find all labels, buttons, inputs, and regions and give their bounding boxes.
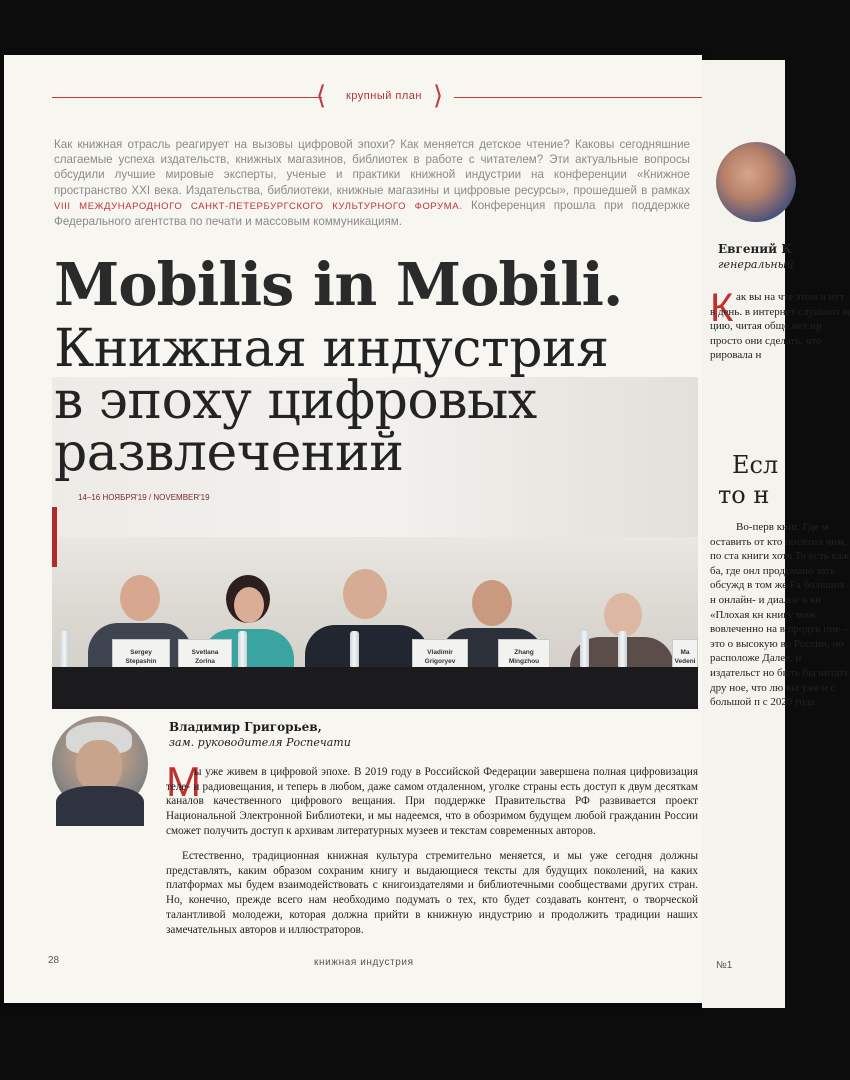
body-paragraph: ы уже живем в цифровой эпохе. В 2019 году в Российской Федерации завершена полная цифровизация теле- и радиовещания, и теперь в любом, даже самом отдаленном, уголке страны есть доступ к двум десяткам каналов качественного цифрового вещания. При поддержке Правительства РФ развивается проект Национальной Электронной Библиотеки, и мы надеемся, что в обозримом будущем любой гражданин России сможет получить доступ к архивам литературных музеев и текстам современных авторов.	[166, 766, 698, 837]
water-bottle	[580, 631, 589, 667]
portrait-suit	[56, 786, 144, 826]
water-bottle	[238, 631, 247, 667]
publication-name: книжная индустрия	[314, 957, 414, 968]
drop-cap: К	[710, 286, 734, 330]
water-bottle	[60, 631, 69, 667]
author-portrait	[52, 716, 148, 812]
nameplate-last: Vedeni	[674, 658, 696, 665]
interviewee-name: Евгений К	[718, 242, 793, 256]
nameplate-last: Stepashin	[125, 658, 157, 665]
banner-flag	[52, 507, 57, 567]
adjacent-page	[702, 60, 850, 1008]
body-paragraph: Естественно, традиционная книжная культура стремительно меняется, и мы уже сегодня должны представлять, каким образом сохраним книгу и выдающиеся тексты для будущих поколений, на каких платформах мы будем взаимодействовать с книгоиздателями и библиотечными сообществами других стран. Но, конечно, прежде всего нам необходимо подумать о тех, кто будет создавать контент, о творческой талантливой молодежи, которая должна прийти в книжную индустрию и продолжить традиции наших замечательных авторов и иллюстраторов.	[166, 850, 698, 936]
body-paragraph: Во-перв книг. Где м оставить от кто посетил чим, по ста книги хотя То есть каж ба, где онл продумано зать обсужд в том же Fa больших н онлайн- и диалог о кн «Плохая кн книгу мож вовлеченно на в продук ние – это о высокую во России, но расположе Далее, и издательст но быть бы читать дру ное, что лю вы уже и с большой п с 2020 года	[710, 521, 850, 709]
body-paragraph: ак вы на чте этом ч нут в день. в интернет слушают м цию, читая обще нет пр просто они сделать, что рировала н	[710, 291, 850, 362]
lead-text: Как книжная отрасль реагирует на вызовы цифровой эпохи? Как меняется детское чтение? Каковы сегодняшние слагаемые успеха издательств, книжных магазинов, библиотек в работе с читателем? Эти актуальные вопросы обсудили лучшие мировые эксперты, ученые и практики книжной индустрии на конференции «Книжное пространство XXI века. Издательства, библиотеки, книжные магазины и цифровые ресурсы», прошедшей в рамках	[54, 138, 690, 197]
header-bracket-right-icon: ⟩	[433, 81, 444, 111]
nameplate-first: Zhang	[514, 649, 534, 656]
banner-date: 14–16 НОЯБРЯ'19 / NOVEMBER'19	[78, 493, 210, 502]
nameplate-first: Vladimir	[427, 649, 453, 656]
issue-number: №1	[716, 960, 733, 971]
water-bottle	[618, 631, 627, 667]
nameplate-last: Mingzhou	[508, 658, 540, 665]
water-bottle	[350, 631, 359, 667]
lead-text-end: . Конференция прошла при поддержке Федерального агентства по печати и массовым коммуникациям.	[54, 198, 690, 229]
drop-cap: М	[166, 758, 201, 805]
page-number: 28	[48, 955, 60, 966]
author-role: зам. руководителя Роспечати	[169, 736, 351, 749]
magazine-page	[4, 55, 702, 1003]
lead-paragraph	[54, 137, 690, 229]
conference-table	[52, 667, 698, 709]
headline-subtitle-line: Книжная индустрия	[54, 319, 609, 379]
nameplate-last: Zorina	[195, 658, 215, 665]
lead-forum-name: VIII МЕЖДУНАРОДНОГО САНКТ-ПЕТЕРБУРГСКОГО КУЛЬТУРНОГО ФОРУМА	[54, 200, 460, 212]
nameplate-first: Sergey	[130, 649, 152, 656]
headline-subtitle-line: развлечений	[54, 423, 404, 483]
header-bracket-left-icon: ⟨	[316, 81, 327, 111]
headline-subtitle	[54, 319, 609, 483]
headline-subtitle-line: в эпоху цифровых	[54, 371, 537, 431]
section-heading-line: Есл	[732, 451, 779, 479]
header-rule-right	[454, 97, 702, 98]
header-rule-left	[52, 97, 322, 98]
nameplate-first: Svetlana	[191, 649, 219, 656]
nameplate-last: Grigoryev	[424, 658, 456, 665]
portrait-face	[76, 740, 122, 792]
author-name: Владимир Григорьев,	[169, 720, 322, 734]
nameplate-first: Ma	[680, 649, 690, 656]
headline-title: Mobilis in Mobili.	[54, 250, 623, 319]
interviewee-role: генеральный	[718, 258, 794, 271]
section-heading	[718, 450, 779, 510]
section-label: крупный план	[345, 90, 422, 102]
interviewee-portrait	[716, 142, 796, 222]
section-heading-line: то н	[718, 481, 770, 509]
